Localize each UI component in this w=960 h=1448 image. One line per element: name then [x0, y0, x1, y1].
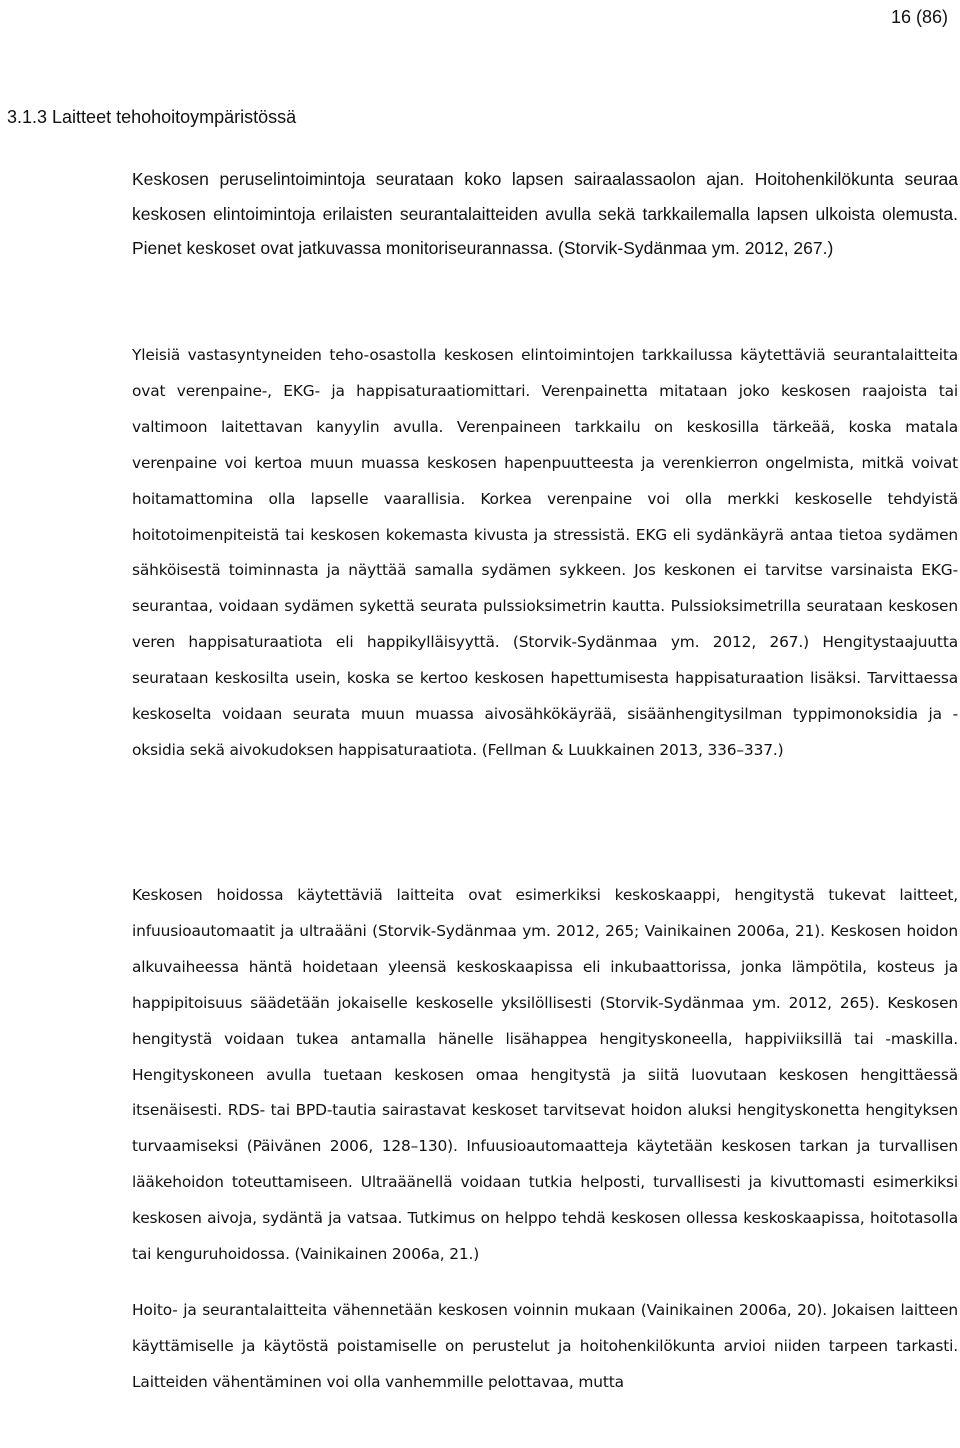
paragraph-care-equipment: Keskosen hoidossa käytettäviä laitteita ovat esimerkiksi keskoskaappi, hengitystä tukevat laitteet, infuusioautomaatit ja ultraääni (Storvik-Sydänmaa ym. 2012, 265; Vainikainen 2006a, 21). Keskosen hoidon alkuvaiheessa häntä hoidetaan yleensä keskoskaapissa eli inkubaattorissa, jonka lämpötila, kosteus ja happipitoisuus säädetään jokaiselle keskoselle yksilöllisesti (Storvik-Sydänmaa ym. 2012, 265). Keskosen hengitystä voidaan tukea antamalla hänelle lisähappea hengityskoneella, happiviiksillä tai -maskilla. Hengityskoneen avulla tuetaan keskosen omaa hengitystä ja siitä luovutaan keskosen hengittäessä itsenäisesti. RDS- tai BPD-tautia sairastavat keskoset tarvitsevat hoidon aluksi hengityskonetta hengityksen turvaamiseksi (Päivänen 2006, 128–130). Infuusioautomaatteja käytetään keskosen tarkan ja turvallisen lääkehoidon toteuttamiseen. Ultraäänellä voidaan tutkia helposti, turvallisesti ja kivuttomasti esimerkiksi keskosen aivoja, sydäntä ja vatsaa. Tutkimus on helppo tehdä keskosen ollessa keskoskaapissa, hoitotasolla tai kenguruhoidossa. (Vainikainen 2006a, 21.): [132, 886, 958, 1264]
page-number: 16 (86): [890, 7, 948, 27]
paragraph-equipment-reduction: Hoito- ja seurantalaitteita vähennetään keskosen voinnin mukaan (Vainikainen 2006a, 20). Jokaisen laitteen käyttämiselle ja käytöstä poistamiselle on perustelut ja hoitohenkilökunta arvioi niiden tarpeen tarkasti. Laitteiden vähentäminen voi olla vanhemmille pelottavaa, mutta: [132, 1301, 958, 1391]
paragraph-monitoring-intro: Keskosen peruselintoimintoja seurataan koko lapsen sairaalassaolon ajan. Hoitohenkilökunta seuraa keskosen elintoimintoja erilaisten seurantalaitteiden avulla sekä tarkkailemalla lapsen ulkoista olemusta. Pienet keskoset ovat jatkuvassa monitoriseurannassa. (Storvik-Sydänmaa ym. 2012, 267.): [132, 169, 958, 258]
section-heading: 3.1.3 Laitteet tehohoitoympäristössä: [7, 107, 297, 127]
paragraph-monitoring-devices: Yleisiä vastasyntyneiden teho-osastolla keskosen elintoimintojen tarkkailussa käytettäviä seurantalaitteita ovat verenpaine-, EKG- ja happisaturaatiomittari. Verenpainetta mitataan joko keskosen raajoista tai valtimoon laitettavan kanyylin avulla. Verenpaineen tarkkailu on keskosilla tärkeää, koska matala verenpaine voi kertoa muun muassa keskosen hapenpuutteesta ja verenkierron ongelmista, mitkä voivat hoitamattomina olla lapselle vaarallisia. Korkea verenpaine voi olla merkki keskoselle tehdyistä hoitotoimenpiteistä tai keskosen kokemasta kivusta ja stressistä. EKG eli sydänkäyrä antaa tietoa sydämen sähköisestä toiminnasta ja näyttää samalla sydämen sykkeen. Jos keskonen ei tarvitse varsinaista EKG-seurantaa, voidaan sydämen sykettä seurata pulssioksimetrin kautta. Pulssioksimetrilla seurataan keskosen veren happisaturaatiota eli happikylläisyyttä. (Storvik-Sydänmaa ym. 2012, 267.) Hengitystaajuutta seurataan keskosilta usein, koska se kertoo keskosen hapettumisesta happisaturaation lisäksi. Tarvittaessa keskoselta voidaan seurata muun muassa aivosähkökäyrää, sisäänhengitysilman typpimonoksidia ja -oksidia sekä aivokudoksen happisaturaatiota. (Fellman & Luukkainen 2013, 336–337.): [132, 346, 958, 759]
